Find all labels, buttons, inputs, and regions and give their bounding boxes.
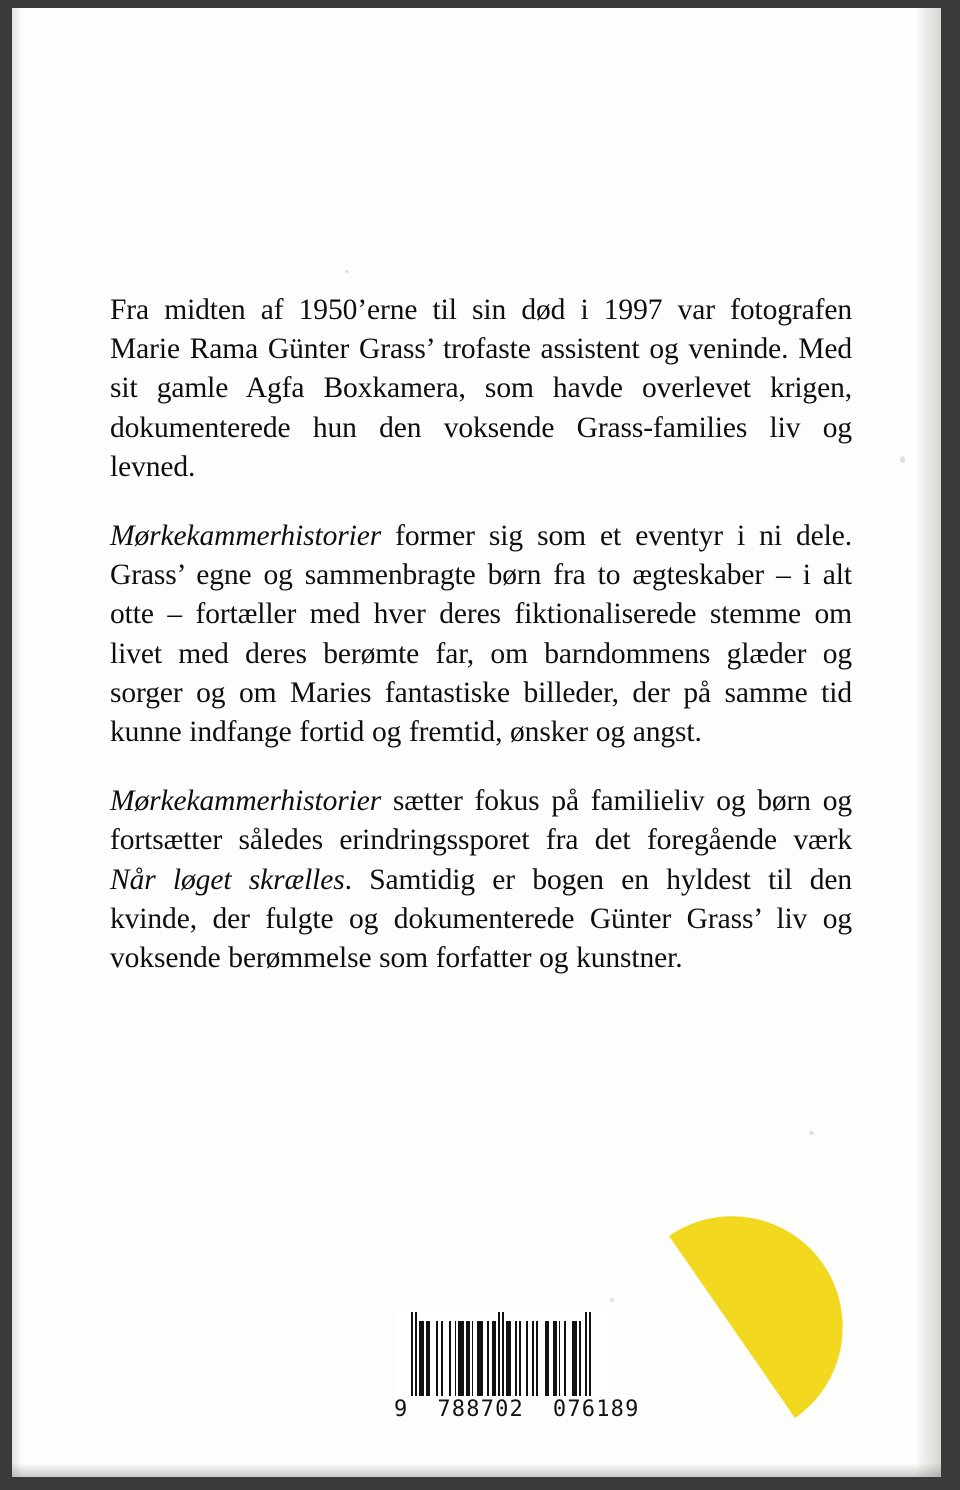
paper-shading-bottom (12, 1463, 941, 1477)
barcode (394, 1312, 640, 1422)
paper-shading-right (915, 8, 941, 1477)
blurb-segment: sætter fokus på familieliv og børn og fortsætter således erindringssporet fra det foregående værk (110, 785, 852, 857)
book-back-cover (12, 8, 941, 1477)
blurb-segment: . Samtidig er bogen en hyldest til den kvinde, der fulgte og dokumenterede Günter Grass’ liv og voksende berømmelse som forfatter og kunstner. (110, 863, 852, 975)
book-title-mention: Mørkekammerhistorier (110, 785, 382, 818)
paper-shading-left (12, 8, 22, 1477)
related-work-title: Når løget skrælles (110, 863, 345, 896)
blurb-paragraph-1 (110, 291, 852, 487)
blurb-segment: former sig som et eventyr i ni dele. Grass’ egne og sammenbragte børn fra to ægteskaber – i alt otte – fortæller med hver deres fiktionaliserede stemme om livet med deres berømte far, om barndommens glæder og sorger og om Maries fantastiske billeder, der på samme tid kunne indfange fortid og fremtid, ønsker og angst. (110, 520, 852, 749)
scan-speck (900, 456, 905, 463)
barcode-bars (394, 1312, 608, 1396)
yellow-half-disc-emblem (642, 1188, 882, 1438)
blurb-paragraph-2 (110, 517, 852, 752)
barcode-quiet-zone (394, 1312, 411, 1396)
scan-speck (345, 270, 349, 273)
blurb-text-block (110, 291, 852, 978)
half-disc-shape (669, 1216, 843, 1418)
scan-speck (809, 1131, 814, 1135)
barcode-digits: 9 788702 076189 (394, 1397, 640, 1422)
blurb-segment: Fra midten af 1950’erne til sin død i 1997 var fotografen Marie Rama Günter Grass’ trofaste assistent og veninde. Med sit gamle Agfa Boxkamera, som havde overlevet krigen, dokumenterede hun den voksende Grass-families liv og levned. (110, 294, 852, 483)
scan-speck (610, 1298, 614, 1302)
book-title-mention: Mørkekammerhistorier (110, 520, 382, 553)
blurb-paragraph-3 (110, 782, 852, 978)
barcode-quiet-zone (591, 1312, 608, 1396)
